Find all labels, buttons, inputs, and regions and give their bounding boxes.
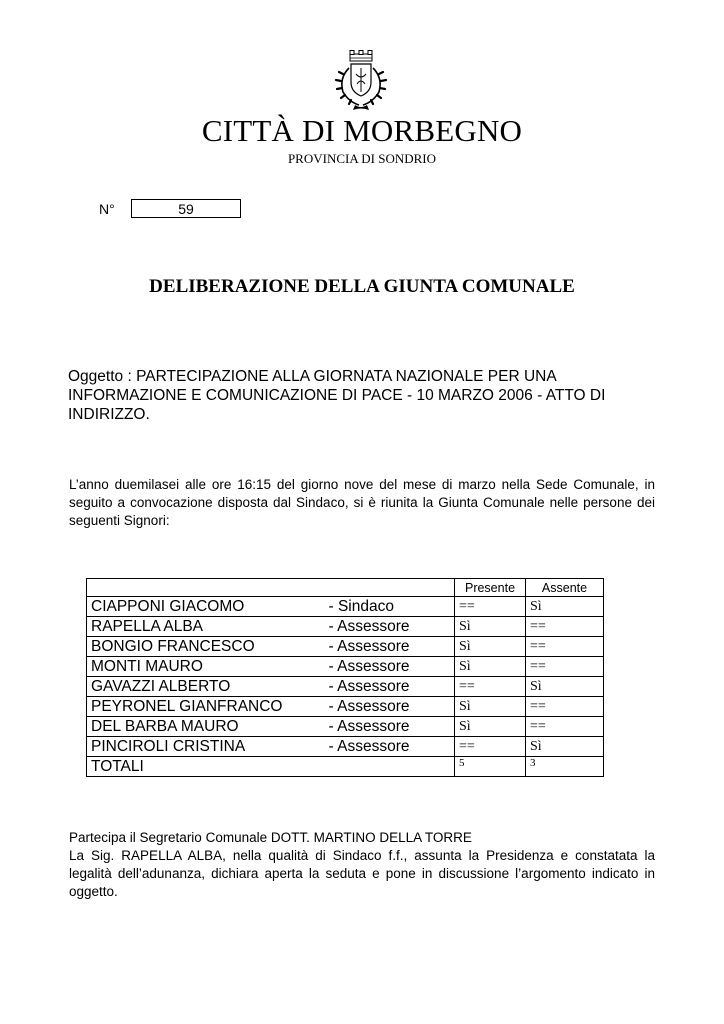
table-row xyxy=(87,657,604,677)
member-name: GAVAZZI ALBERTO xyxy=(87,677,329,697)
member-role: - Sindaco xyxy=(329,597,455,617)
closing-section xyxy=(69,829,655,901)
document-type-title: DELIBERAZIONE DELLA GIUNTA COMUNALE xyxy=(149,276,575,297)
member-name: CIAPPONI GIACOMO xyxy=(87,597,329,617)
totals-label: TOTALI xyxy=(87,757,329,777)
member-name: DEL BARBA MAURO xyxy=(87,717,329,737)
table-row xyxy=(87,617,604,637)
province-name: PROVINCIA DI SONDRIO xyxy=(287,151,437,166)
absent-value: == xyxy=(526,637,604,657)
member-role: - Assessore xyxy=(329,737,455,757)
header-blank-cell xyxy=(87,579,329,597)
present-column-header: Presente xyxy=(455,579,526,597)
absent-value: Sì xyxy=(526,677,604,697)
table-row xyxy=(87,717,604,737)
totals-blank-cell xyxy=(329,757,455,777)
present-value: Sì xyxy=(455,657,526,677)
table-row xyxy=(87,597,604,617)
presidency-paragraph: La Sig. RAPELLA ALBA, nella qualità di Sindaco f.f., assunta la Presidenza e constatata la legalità dell’adunanza, dichiara aperta la seduta e pone in discussione l’argomento indicato in oggetto. xyxy=(69,848,655,899)
absent-value: == xyxy=(526,697,604,717)
member-name: PEYRONEL GIANFRANCO xyxy=(87,697,329,717)
present-value: Sì xyxy=(455,717,526,737)
totals-present: 5 xyxy=(455,757,526,777)
number-label: N° xyxy=(99,201,115,217)
attendance-header-row xyxy=(87,579,604,597)
present-value: == xyxy=(455,597,526,617)
absent-value: Sì xyxy=(526,737,604,757)
member-role: - Assessore xyxy=(329,657,455,677)
table-row xyxy=(87,677,604,697)
table-row xyxy=(87,697,604,717)
present-value: Sì xyxy=(455,697,526,717)
coat-of-arms-icon xyxy=(333,50,389,112)
attendance-table xyxy=(86,578,604,777)
absent-value: == xyxy=(526,657,604,677)
present-value: == xyxy=(455,677,526,697)
absent-column-header: Assente xyxy=(526,579,604,597)
member-role: - Assessore xyxy=(329,717,455,737)
number-box: 59 xyxy=(131,199,241,218)
subject-text: Oggetto : PARTECIPAZIONE ALLA GIORNATA NAZIONALE PER UNA INFORMAZIONE E COMUNICAZIONE DI PACE - 10 MARZO 2006 - ATTO DI INDIRIZZO. xyxy=(68,368,606,423)
present-value: == xyxy=(455,737,526,757)
member-role: - Assessore xyxy=(329,617,455,637)
absent-value: == xyxy=(526,617,604,637)
member-role: - Assessore xyxy=(329,637,455,657)
city-name: CITTÀ DI MORBEGNO xyxy=(201,113,523,148)
secretary-line: Partecipa il Segretario Comunale DOTT. MARTINO DELLA TORRE xyxy=(69,830,472,845)
member-name: RAPELLA ALBA xyxy=(87,617,329,637)
member-name: PINCIROLI CRISTINA xyxy=(87,737,329,757)
present-value: Sì xyxy=(455,617,526,637)
header-blank-cell xyxy=(329,579,455,597)
totals-row xyxy=(87,757,604,777)
member-role: - Assessore xyxy=(329,697,455,717)
totals-absent: 3 xyxy=(526,757,604,777)
table-row xyxy=(87,637,604,657)
absent-value: Sì xyxy=(526,597,604,617)
present-value: Sì xyxy=(455,637,526,657)
member-role: - Assessore xyxy=(329,677,455,697)
member-name: BONGIO FRANCESCO xyxy=(87,637,329,657)
intro-paragraph: L’anno duemilasei alle ore 16:15 del giorno nove del mese di marzo nella Sede Comunale, in seguito a convocazione disposta dal Sindaco, si è riunita la Giunta Comunale nelle persone dei seguenti Signori: xyxy=(69,477,655,528)
table-row xyxy=(87,737,604,757)
member-name: MONTI MAURO xyxy=(87,657,329,677)
absent-value: == xyxy=(526,717,604,737)
